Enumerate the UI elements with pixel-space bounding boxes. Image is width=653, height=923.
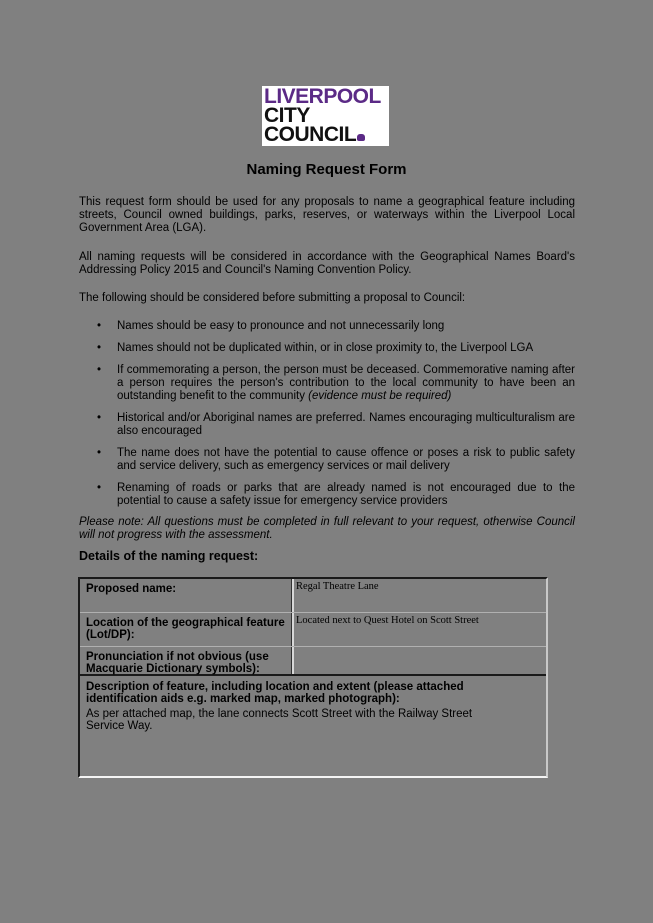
- list-item-emphasis: (evidence must be required): [308, 390, 452, 402]
- bullet-icon: •: [97, 412, 102, 424]
- bullet-icon: •: [97, 482, 102, 494]
- list-item: [79, 364, 575, 403]
- list-item-text: If commemorating a person, the person must be deceased. Commemorative naming after a person requires the person's contribution to the local community to have been an outstanding benefit to the community: [117, 364, 575, 402]
- liverpool-city-council-logo: [262, 86, 389, 146]
- form-row-pronunciation: [80, 647, 546, 676]
- bullet-icon: •: [97, 447, 102, 459]
- naming-request-form-table: [78, 577, 548, 778]
- description-label: Description of feature, including location and extent (please attached identification aids e.g. marked map, marked photograph):: [86, 681, 464, 705]
- location-field[interactable]: Located next to Quest Hotel on Scott Street: [296, 615, 479, 626]
- pronunciation-label: Pronunciation if not obvious (use Macquarie Dictionary symbols):: [86, 651, 269, 675]
- form-row-proposed-name: [80, 579, 546, 613]
- policy-paragraph: All naming requests will be considered in accordance with the Geographical Names Board's Addressing Policy 2015 and Council's Naming Convention Policy.: [79, 251, 575, 276]
- intro-paragraph: This request form should be used for any proposals to name a geographical feature including streets, Council owned buildings, parks, reserves, or waterways within the Liverpool Local Government Area (LGA).: [79, 196, 575, 234]
- proposed-name-field[interactable]: Regal Theatre Lane: [296, 581, 379, 592]
- logo-line-council: [264, 125, 387, 144]
- list-item: [79, 320, 575, 333]
- list-item-text: Names should not be duplicated within, or in close proximity to, the Liverpool LGA: [117, 342, 534, 354]
- location-label: Location of the geographical feature (Lot/DP):: [86, 617, 285, 641]
- list-item-text: Historical and/or Aboriginal names are preferred. Names encouraging multiculturalism are also encouraged: [117, 412, 575, 437]
- list-item: [79, 342, 575, 355]
- logo-line-city: CITY: [264, 104, 310, 127]
- column-divider: [291, 613, 294, 646]
- logo-line-council-text: COUNCIL: [264, 123, 357, 146]
- page-title: Naming Request Form: [246, 161, 407, 178]
- details-heading: Details of the naming request:: [79, 549, 259, 563]
- list-item: [79, 412, 575, 438]
- list-item-text: Names should be easy to pronounce and not unnecessarily long: [117, 320, 445, 332]
- bullet-icon: •: [97, 342, 102, 354]
- bullet-icon: •: [97, 320, 102, 332]
- column-divider: [291, 647, 294, 674]
- considerations-intro: The following should be considered before submitting a proposal to Council:: [79, 292, 466, 304]
- completion-note: Please note: All questions must be completed in full relevant to your request, otherwise Council will not progress with the assessment.: [79, 516, 575, 541]
- list-item-text: Renaming of roads or parks that are already named is not encouraged due to the potential to cause a safety issue for emergency service providers: [117, 482, 575, 507]
- list-item-text: The name does not have the potential to cause offence or poses a risk to public safety and service delivery, such as emergency services or mail delivery: [117, 447, 575, 472]
- column-divider: [291, 579, 294, 612]
- heart-icon: [357, 134, 365, 141]
- bullet-icon: •: [97, 364, 102, 376]
- list-item: [79, 447, 575, 473]
- form-row-location: [80, 613, 546, 647]
- description-field[interactable]: As per attached map, the lane connects Scott Street with the Railway Street Service Way.: [86, 708, 473, 732]
- proposed-name-label: Proposed name:: [86, 583, 177, 595]
- list-item: [79, 482, 575, 508]
- considerations-list: [79, 320, 575, 517]
- form-row-description: [80, 676, 546, 776]
- logo-line-liverpool: LIVERPOOL: [264, 85, 381, 108]
